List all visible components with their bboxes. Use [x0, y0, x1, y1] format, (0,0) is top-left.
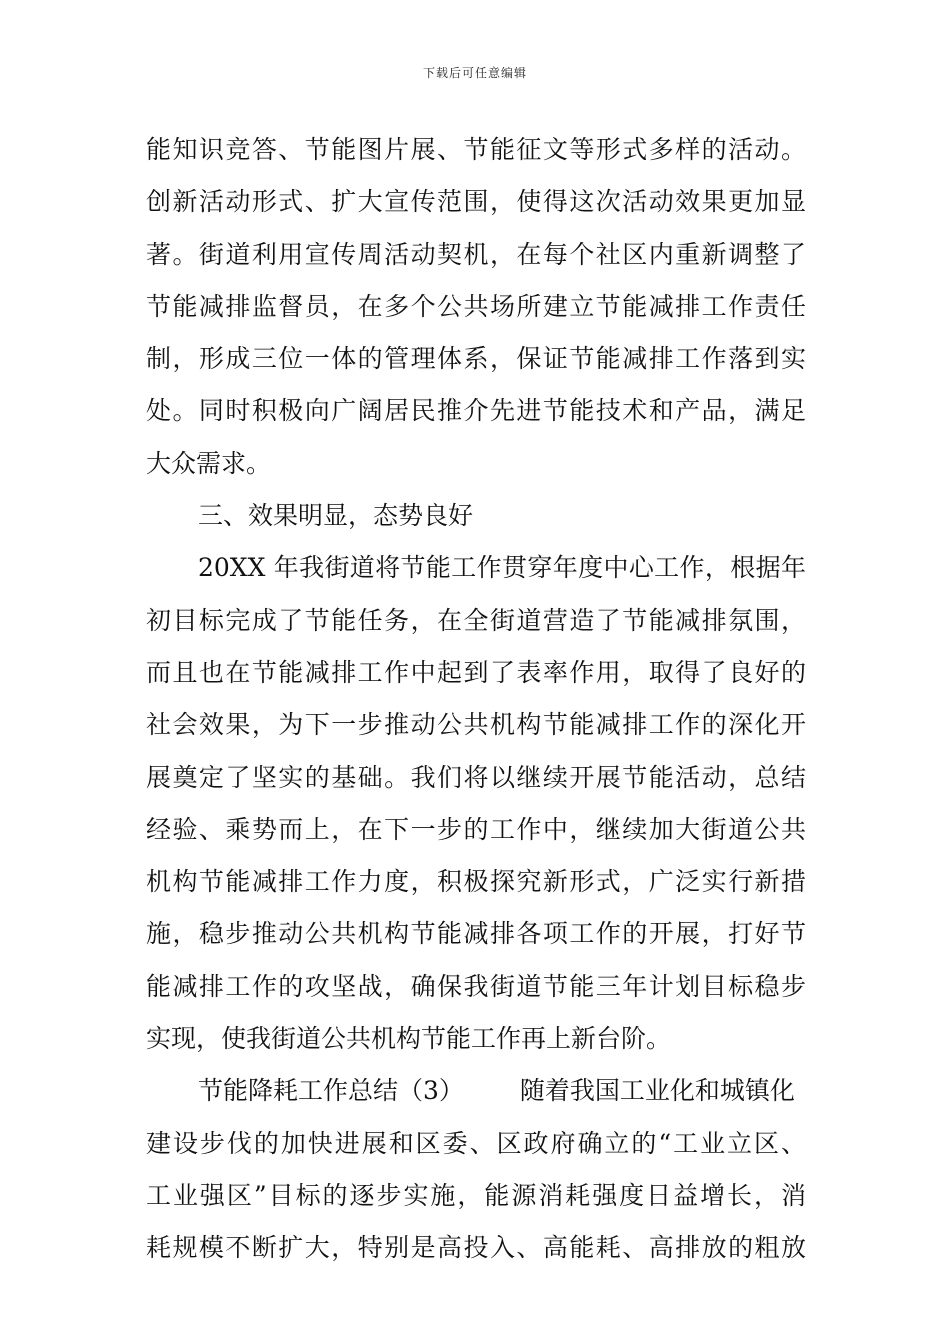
- paragraph-line: 著。街道利用宣传周活动契机，在每个社区内重新调整了: [146, 239, 806, 269]
- paragraph-line: 处。同时积极向广阔居民推介先进节能技术和产品，满足: [146, 396, 806, 426]
- paragraph-line: 能知识竞答、节能图片展、节能征文等形式多样的活动。: [146, 135, 806, 164]
- paragraph-line: 制，形成三位一体的管理体系，保证节能减排工作落到实: [146, 344, 806, 374]
- section-title-line: [146, 1065, 806, 1117]
- section-heading: 三、效果明显，态势良好: [198, 501, 474, 531]
- paragraph-line: 施，稳步推动公共机构节能减排各项工作的开展，打好节: [146, 919, 806, 949]
- paragraph-line: 展奠定了坚实的基础。我们将以继续开展节能活动，总结: [146, 762, 806, 792]
- paragraph-line: 机构节能减排工作力度，积极探究新形式，广泛实行新措: [146, 867, 806, 897]
- paragraph-line: 初目标完成了节能任务，在全街道营造了节能减排氛围，: [146, 605, 806, 635]
- paragraph-line: 经验、乘势而上，在下一步的工作中，继续加大街道公共: [146, 814, 806, 844]
- paragraph-line: 工业强区”目标的逐步实施，能源消耗强度日益增长，消: [146, 1180, 806, 1210]
- section-lead-text: 随着我国工业化和城镇化: [519, 1076, 795, 1106]
- section-title: 节能降耗工作总结（3）: [198, 1076, 464, 1106]
- paragraph-line: 耗规模不断扩大，特别是高投入、高能耗、高排放的粗放: [146, 1233, 806, 1263]
- paragraph-line: 20XX 年我街道将节能工作贯穿年度中心工作，根据年: [198, 553, 806, 583]
- paragraph-line: 创新活动形式、扩大宣传范围，使得这次活动效果更加显: [146, 187, 806, 217]
- page-header: 下载后可任意编辑: [422, 66, 527, 80]
- paragraph-line: 实现，使我街道公共机构节能工作再上新台阶。: [146, 1024, 672, 1054]
- paragraph-line: 社会效果，为下一步推动公共机构节能减排工作的深化开: [146, 710, 806, 740]
- paragraph-line: 能减排工作的攻坚战，确保我街道节能三年计划目标稳步: [146, 971, 806, 1001]
- document-body: [146, 124, 806, 1275]
- paragraph-line: 建设步伐的加快进展和区委、区政府确立的“工业立区、: [146, 1128, 806, 1158]
- paragraph-line: 节能减排监督员，在多个公共场所建立节能减排工作责任: [146, 291, 806, 321]
- paragraph-line: 大众需求。: [146, 448, 272, 478]
- paragraph-line: 而且也在节能减排工作中起到了表率作用，取得了良好的: [146, 657, 806, 687]
